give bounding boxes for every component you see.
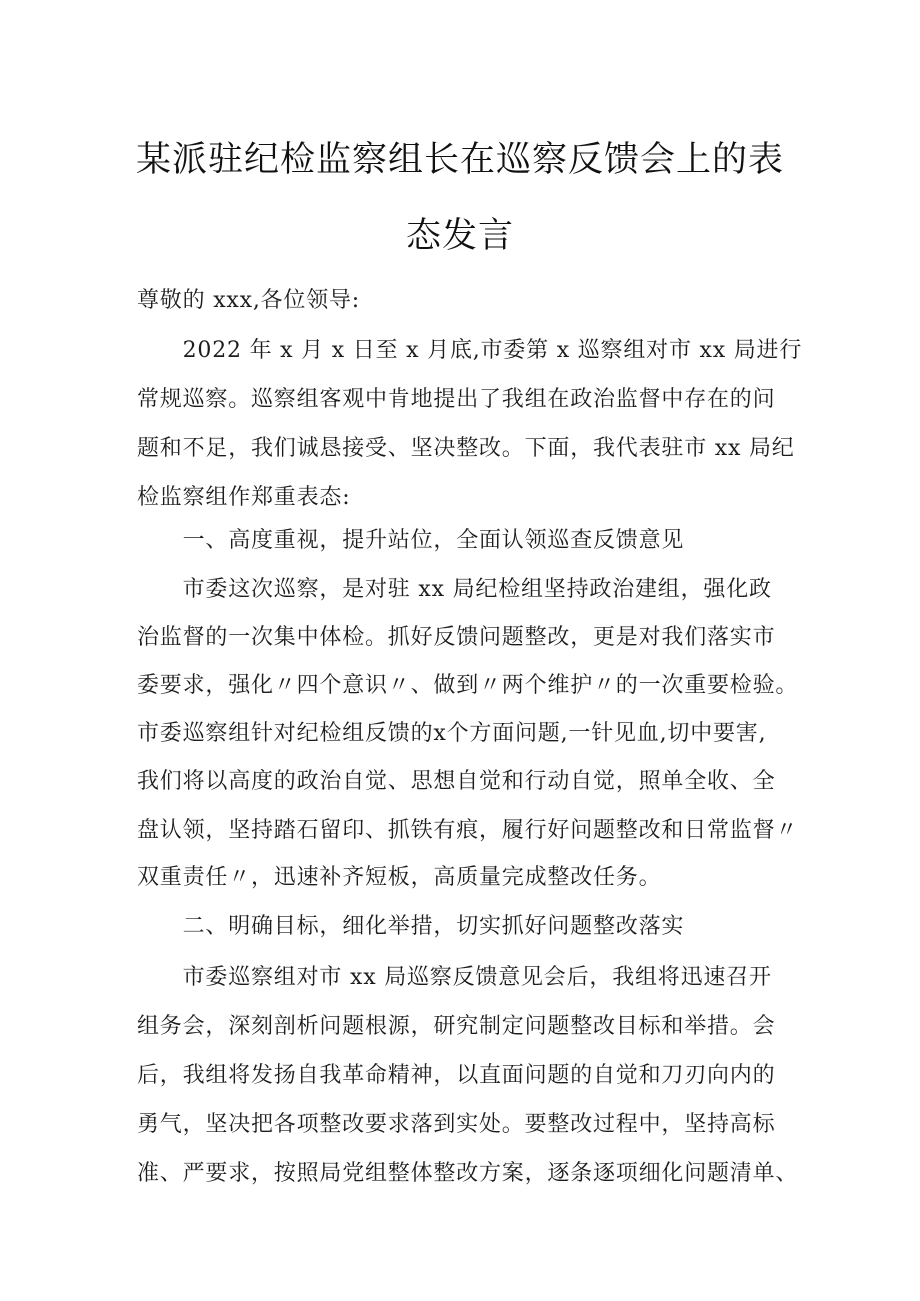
body-line: 我们将以高度的政治自觉、思想自觉和行动自觉，照单全收、全 xyxy=(137,769,776,794)
salutation: 尊敬的 xxx,各位领导: xyxy=(137,288,361,313)
body-line: 检监察组作郑重表态: xyxy=(137,485,351,510)
body-line: 题和不足，我们诚恳接受、坚决整改。下面，我代表驻市 xx 局纪 xyxy=(137,436,795,461)
body-line: 双重责任〃，迅速补齐短板，高质量完成整改任务。 xyxy=(137,865,662,890)
document-title-line-2: 态发言 xyxy=(405,216,514,256)
body-line: 盘认领，坚持踏石留印、抓铁有痕，履行好问题整改和日常监督〃 xyxy=(137,818,799,843)
body-line: 市委这次巡察，是对驻 xx 局纪检组坚持政治建组，强化政 xyxy=(137,577,772,602)
body-line: 2022 年 x 月 x 日至 x 月底,市委第 x 巡察组对市 xx 局进行 xyxy=(137,338,803,363)
document-title-line-1: 某派驻纪检监察组长在巡察反馈会上的表 xyxy=(135,140,784,180)
body-line: 组务会，深刻剖析问题根源，研究制定问题整改目标和举措。会 xyxy=(137,1014,776,1039)
body-line: 勇气，坚决把各项整改要求落到实处。要整改过程中，坚持高标 xyxy=(137,1112,776,1137)
body-line: 治监督的一次集中体检。抓好反馈问题整改，更是对我们落实市 xyxy=(137,625,776,650)
body-line: 委要求，强化〃四个意识〃、做到〃两个维护〃的一次重要检验。 xyxy=(137,673,799,698)
body-line: 市委巡察组对市 xx 局巡察反馈意见会后，我组将迅速召开 xyxy=(137,965,772,990)
body-line: 市委巡察组针对纪检组反馈的x个方面问题,一针见血,切中要害, xyxy=(137,721,767,746)
body-line: 后，我组将发扬自我革命精神，以直面问题的自觉和刀刃向内的 xyxy=(137,1063,776,1088)
body-line: 常规巡察。巡察组客观中肯地提出了我组在政治监督中存在的问 xyxy=(137,387,776,412)
body-line: 准、严要求，按照局党组整体整改方案，逐条逐项细化问题清单、 xyxy=(137,1161,799,1186)
section-heading-1: 一、高度重视，提升站位，全面认领巡查反馈意见 xyxy=(137,528,685,553)
section-heading-2: 二、明确目标，细化举措，切实抓好问题整改落实 xyxy=(137,914,685,939)
